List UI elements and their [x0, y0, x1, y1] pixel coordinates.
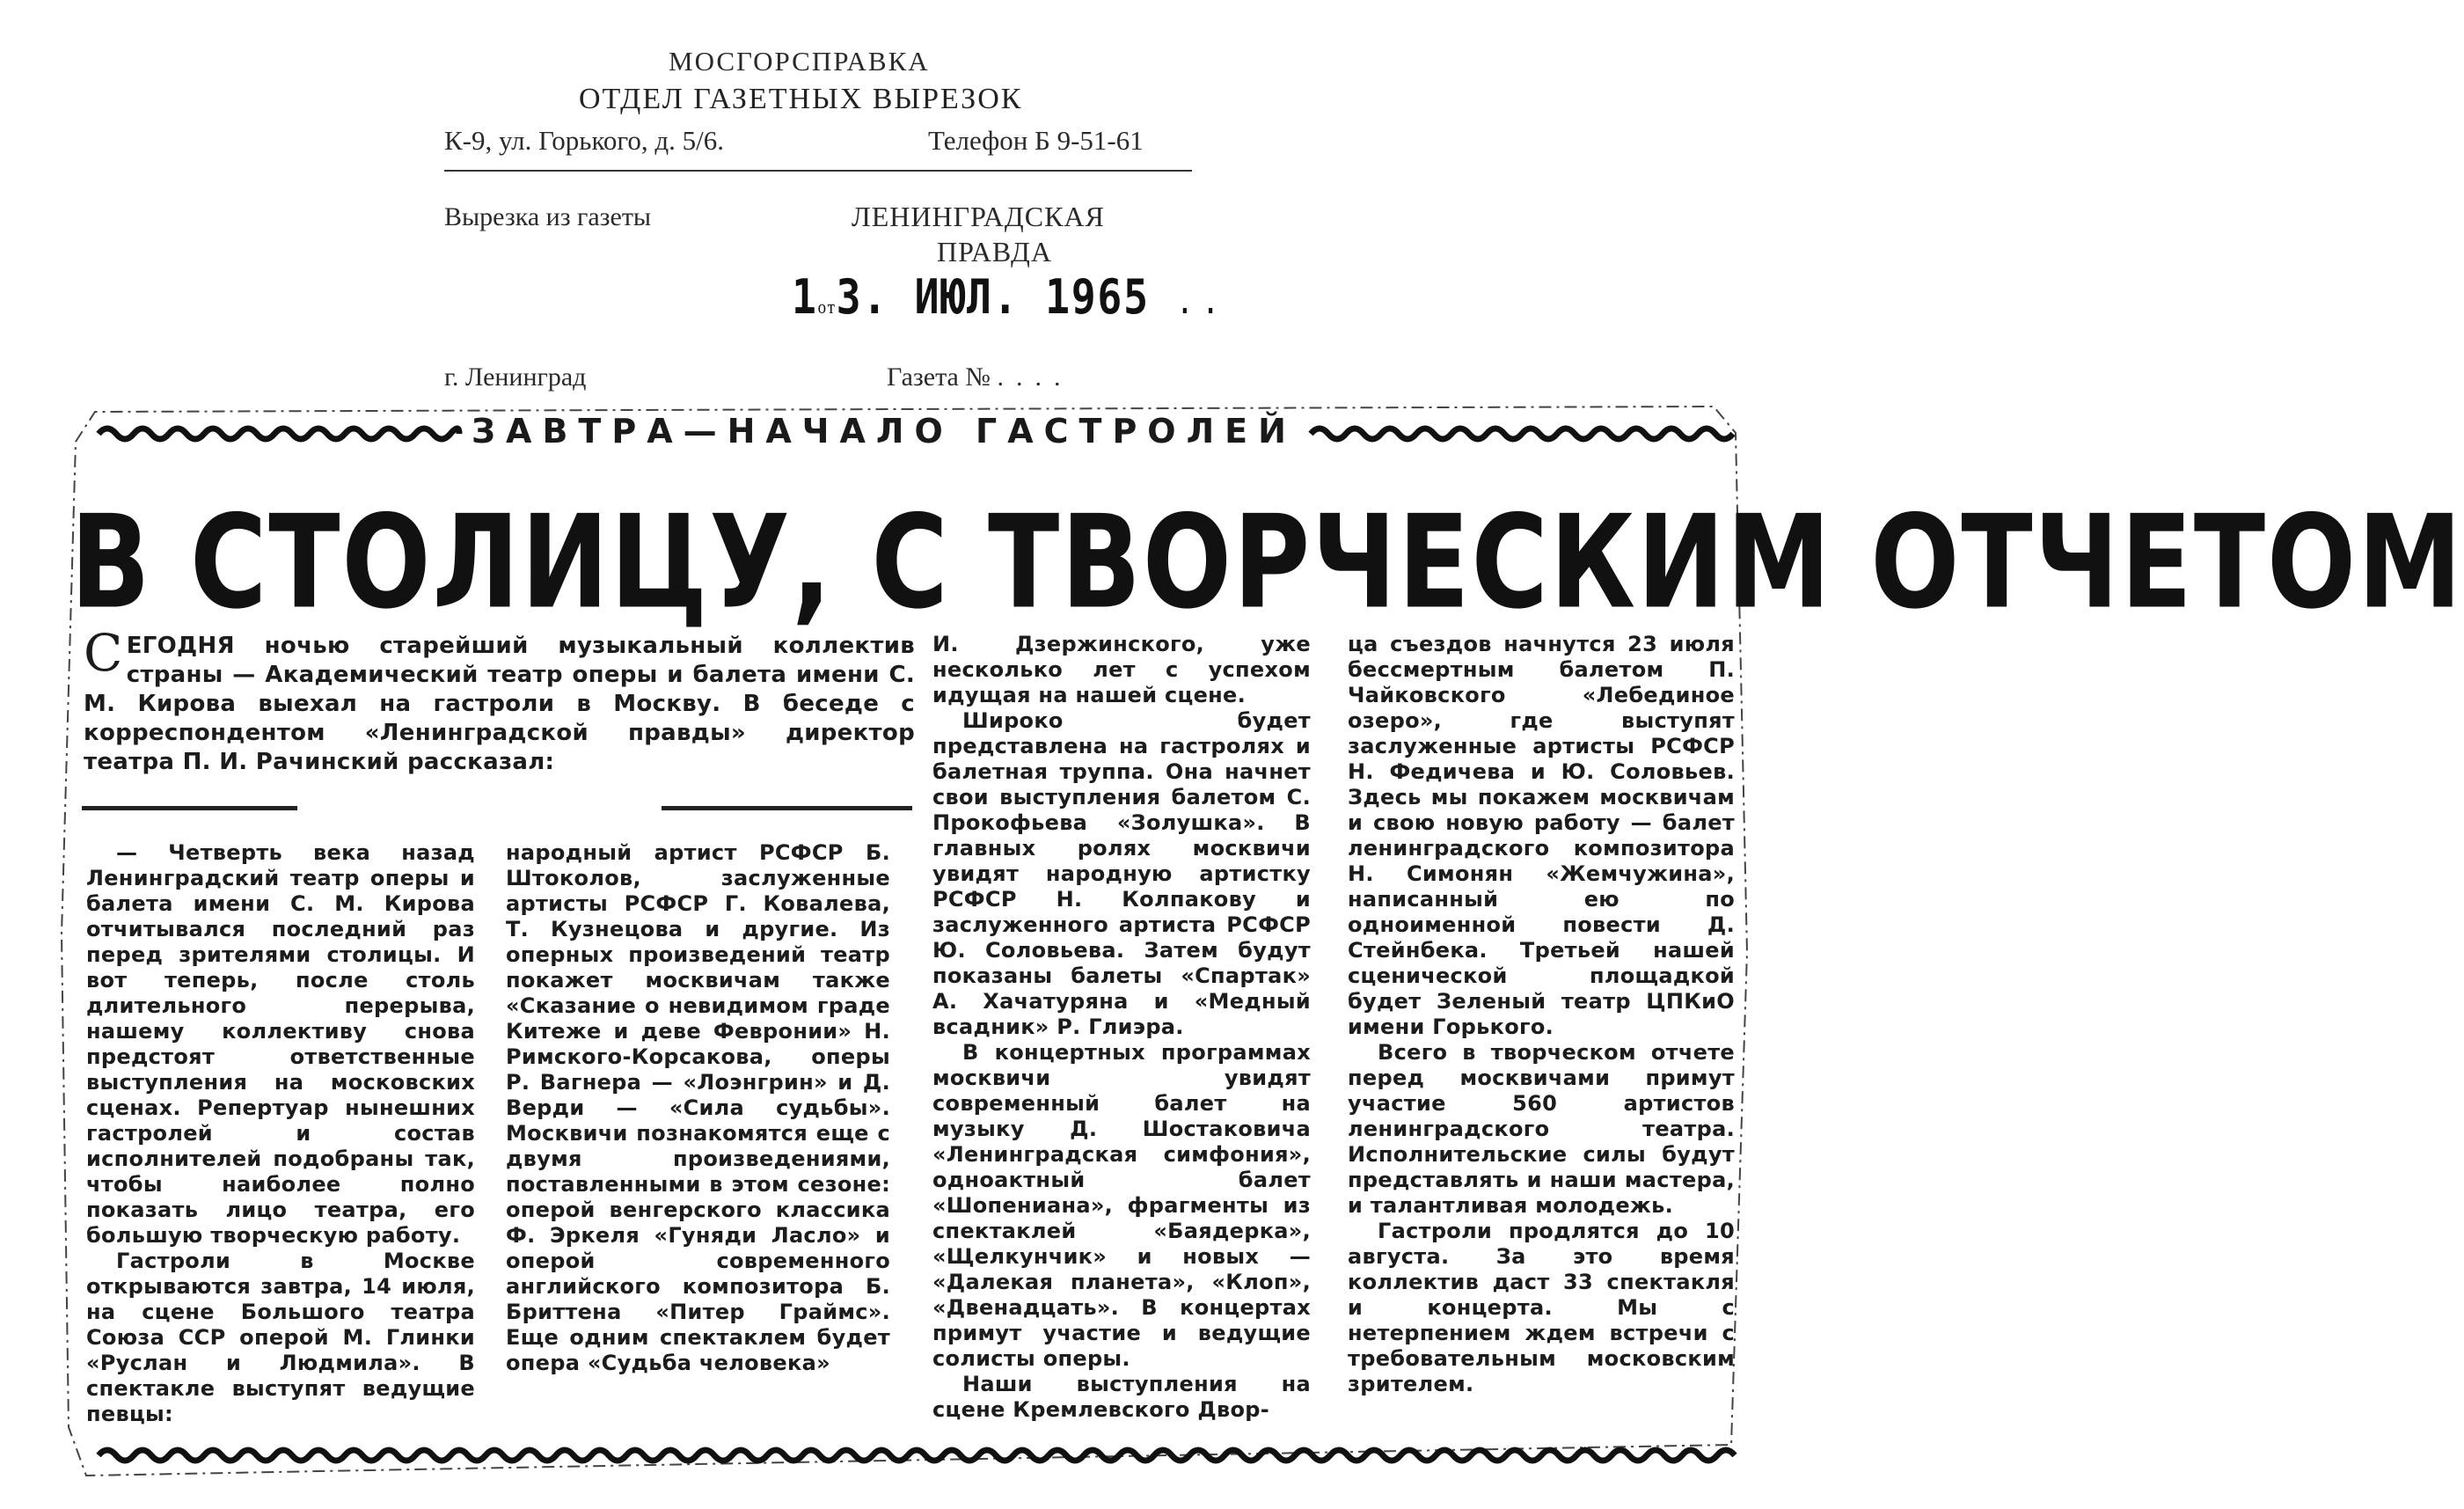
article-column-2 [506, 840, 890, 1376]
paragraph: Широко будет представлена на гастролях и балетная труппа. Она начнет свои выступления балетом С. Прокофьева «Золушка». В главных ролях москвичи увидят народную артистку РСФСР Н. Колпакову и заслуженного артиста РСФСР Ю. Соловьева. Затем будут показаны балеты «Спартак» А. Хачатуряна и «Медный всадник» Р. Глиэра. [932, 708, 1311, 1039]
bottom-wavy-rule [99, 1446, 1733, 1465]
agency-name: МОСГОРСПРАВКА [669, 46, 930, 77]
drop-cap: С [84, 623, 123, 683]
kicker-wavy-rule-right [1311, 424, 1733, 443]
paragraph: ца съездов начнутся 23 июля бессмертным балетом П. Чайковского «Лебединое озеро», где выступят заслуженные артисты РСФСР Н. Федичева и Ю. Соловьев. Здесь мы покажем москвичам и свою новую работу — балет ленинградского композитора Н. Симонян «Жемчужина», написанный ею по одноименной повести Д. Стейнбека. Третьей нашей сценической площадкой будет Зеленый театр ЦПКиО имени Горького. [1348, 632, 1735, 1039]
date-year: 1965 [1045, 269, 1150, 325]
gazeta-label: Газета № [887, 363, 991, 392]
department-name: ОТДЕЛ ГАЗЕТНЫХ ВЫРЕЗОК [579, 83, 1023, 115]
article-column-1 [86, 840, 475, 1427]
date-day-1: 1 [792, 269, 818, 325]
date-stamp: 1от3. ИЮЛ. 1965 .. [792, 269, 1228, 325]
header-rule [444, 170, 1192, 172]
kicker-wavy-rule-left [99, 424, 459, 443]
lead-rule-right [662, 806, 912, 810]
agency-phone: Телефон Б 9-51-61 [928, 125, 1144, 156]
date-dots: .. [1175, 282, 1228, 322]
lead-text: ЕГОДНЯ ночью старейший музыкальный коллектив страны — Академический театр оперы и балета имени С. М. Кирова выехал на гастроли в Москву. В беседе с корреспондентом «Ленинградской правды» директор театра П. И. Рачинский рассказал: [84, 633, 915, 775]
paragraph: Гастроли продлятся до 10 августа. За это время коллектив даст 33 спектакля и концерта. Мы с нетерпением ждем встречи с требовательным московским зрителем. [1348, 1219, 1735, 1396]
article-column-3 [932, 632, 1311, 1423]
date-day-2: 3 [836, 269, 863, 325]
date-from-label: от [817, 296, 837, 318]
clipping-label: Вырезка из газеты [444, 202, 652, 231]
paragraph: Всего в творческом отчете перед москвичами примут участие 560 артистов ленинградского театра. Исполнительские силы будут представлять и наши мастера, и талантливая молодежь. [1348, 1040, 1735, 1218]
article-column-4 [1348, 632, 1735, 1397]
article-headline: В СТОЛИЦУ, С ТВОРЧЕСКИМ ОТЧЕТОМ [70, 488, 2464, 638]
paragraph: В концертных программах москвичи увидят современный балет на музыку Д. Шостаковича «Ленинградская симфония», одноактный балет «Шопениана», фрагменты из спектаклей «Баядерка», «Щелкунчик» и новых — «Далекая планета», «Клоп», «Двенадцать». В концертах примут участие и ведущие солисты оперы. [932, 1040, 1311, 1371]
gazeta-number: Газета № .... [887, 363, 1073, 392]
article-lead [84, 623, 915, 777]
newspaper-name-line1: ЛЕНИНГРАДСКАЯ [852, 201, 1105, 232]
lead-rule-left [82, 806, 297, 810]
date-month: ИЮЛ [914, 269, 993, 325]
paragraph: — Четверть века назад Ленинградский театр оперы и балета имени С. М. Кирова отчитывался последний раз перед зрителями столицы. И вот теперь, после столь длительного перерыва, нашему коллективу снова предстоят ответственные выступления на московских сценах. Репертуар нынешних гастролей и состав исполнителей подобраны так, чтобы наиболее полно показать лицо театра, его большую творческую работу. [86, 840, 475, 1248]
newspaper-name-line2: ПРАВДА [937, 236, 1052, 267]
paragraph: Наши выступления на сцене Кремлевского Двор- [932, 1372, 1311, 1422]
paragraph: народный артист РСФСР Б. Штоколов, заслуженные артисты РСФСР Г. Ковалева, Т. Кузнецова и другие. Из оперных произведений театр покажет москвичам также «Сказание о невидимом граде Китеже и деве Февронии» Н. Римского-Корсакова, оперы Р. Вагнера — «Лоэнгрин» и Д. Верди — «Сила судьбы». Москвичи познакомятся еще с двумя произведениями, поставленными в этом сезоне: оперой венгерского классика Ф. Эркеля «Гуняди Ласло» и оперой современного английского композитора Б. Бриттена «Питер Граймс». Еще одним спектаклем будет опера «Судьба человека» [506, 840, 890, 1375]
paragraph: И. Дзержинского, уже несколько лет с успехом идущая на нашей сцене. [932, 632, 1311, 707]
agency-address: К-9, ул. Горького, д. 5/6. [444, 125, 725, 156]
paragraph: Гастроли в Москве открываются завтра, 14 июля, на сцене Большого театра Союза ССР оперой М. Глинки «Руслан и Людмила». В спектакле выступят ведущие певцы: [86, 1249, 475, 1426]
city-label: г. Ленинград [444, 363, 587, 392]
article-kicker: ЗАВТРА—НАЧАЛО ГАСТРОЛЕЙ [472, 412, 1297, 451]
